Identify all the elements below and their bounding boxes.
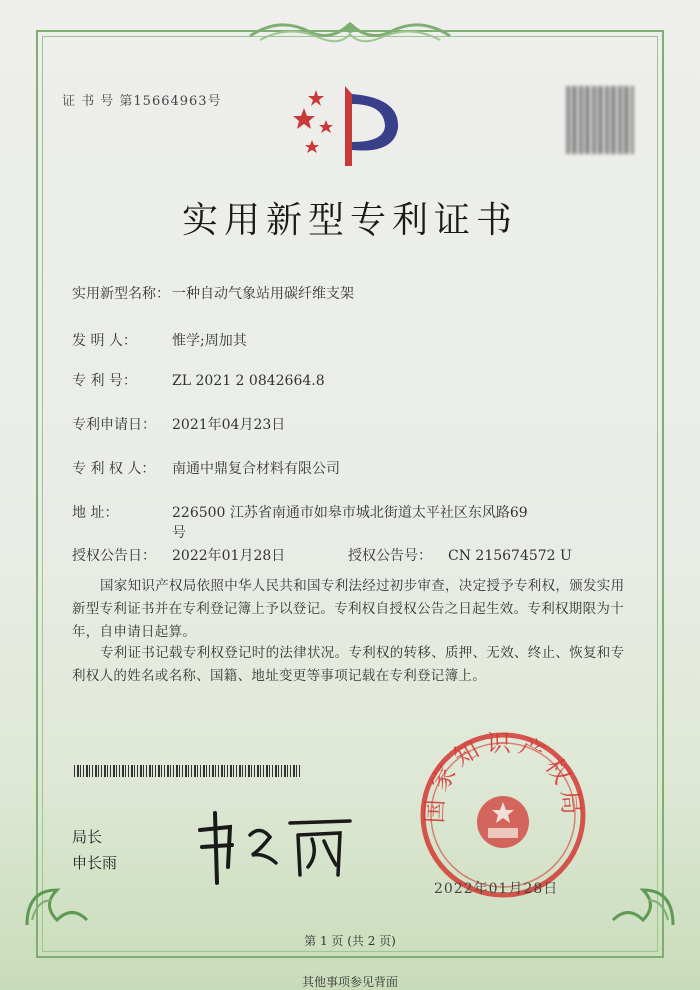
field-grant-date	[72, 545, 285, 565]
field-value: 一种自动气象站用碳纤维支架	[172, 286, 354, 302]
field-value: CN 215674572 U	[448, 548, 572, 564]
signature-icon	[190, 805, 360, 885]
field-label: 授权公告日：	[72, 548, 156, 564]
field-label: 实用新型名称：	[72, 286, 170, 302]
certificate-number: 证 书 号 第15664963号	[62, 94, 222, 109]
field-label: 专 利 号：	[72, 373, 137, 389]
official-seal-icon	[418, 730, 588, 900]
field-address	[72, 502, 528, 522]
field-value: 南通中鼎复合材料有限公司	[172, 461, 340, 477]
field-value: 2021年04月23日	[172, 417, 286, 433]
field-patent-no	[72, 370, 325, 390]
footer-note: 其他事项参见背面	[301, 975, 398, 989]
seal-date: 2022年01月28日	[434, 881, 559, 897]
qr-code	[566, 86, 634, 154]
field-label: 发 明 人：	[72, 333, 137, 349]
field-holder	[72, 458, 340, 478]
field-filing-date	[72, 414, 285, 434]
seal-text: 国家知识产权局	[420, 730, 586, 824]
barcode	[74, 765, 300, 777]
field-value: 226500 江苏省南通市如皋市城北街道太平社区东风路69	[172, 505, 528, 521]
director-name: 申长雨	[72, 854, 118, 872]
top-ornament-icon	[240, 14, 460, 50]
field-value: ZL 2021 2 0842664.8	[172, 373, 325, 389]
page-number: 第 1 页 (共 2 页)	[304, 934, 396, 948]
body-paragraph: 专利证书记载专利权登记时的法律状况。专利权的转移、质押、无效、终止、恢复和专利权人的姓名或名称、国籍、地址变更等事项记载在专利登记簿上。	[72, 645, 625, 684]
field-label: 专利申请日：	[72, 417, 156, 433]
field-inventor	[72, 330, 247, 350]
field-value: 惟学;周加其	[172, 333, 247, 349]
field-value: 2022年01月28日	[172, 548, 286, 564]
field-grant-no	[348, 545, 572, 565]
corner-ornament-icon	[608, 860, 678, 930]
director-title: 局长	[72, 828, 103, 846]
field-label: 地 址：	[72, 505, 119, 521]
field-label: 授权公告号：	[348, 548, 432, 564]
field-name	[72, 283, 354, 303]
field-label: 专 利 权 人：	[72, 461, 156, 477]
page-title: 实用新型专利证书	[181, 200, 518, 241]
body-paragraph: 国家知识产权局依照中华人民共和国专利法经过初步审查，决定授予专利权，颁发实用新型专利证书并在专利登记簿上予以登记。专利权自授权公告之日起生效。专利权期限为十年，自申请日起算。	[72, 578, 625, 640]
address-continuation: 号	[172, 525, 186, 541]
cnipa-logo-icon	[290, 80, 410, 170]
